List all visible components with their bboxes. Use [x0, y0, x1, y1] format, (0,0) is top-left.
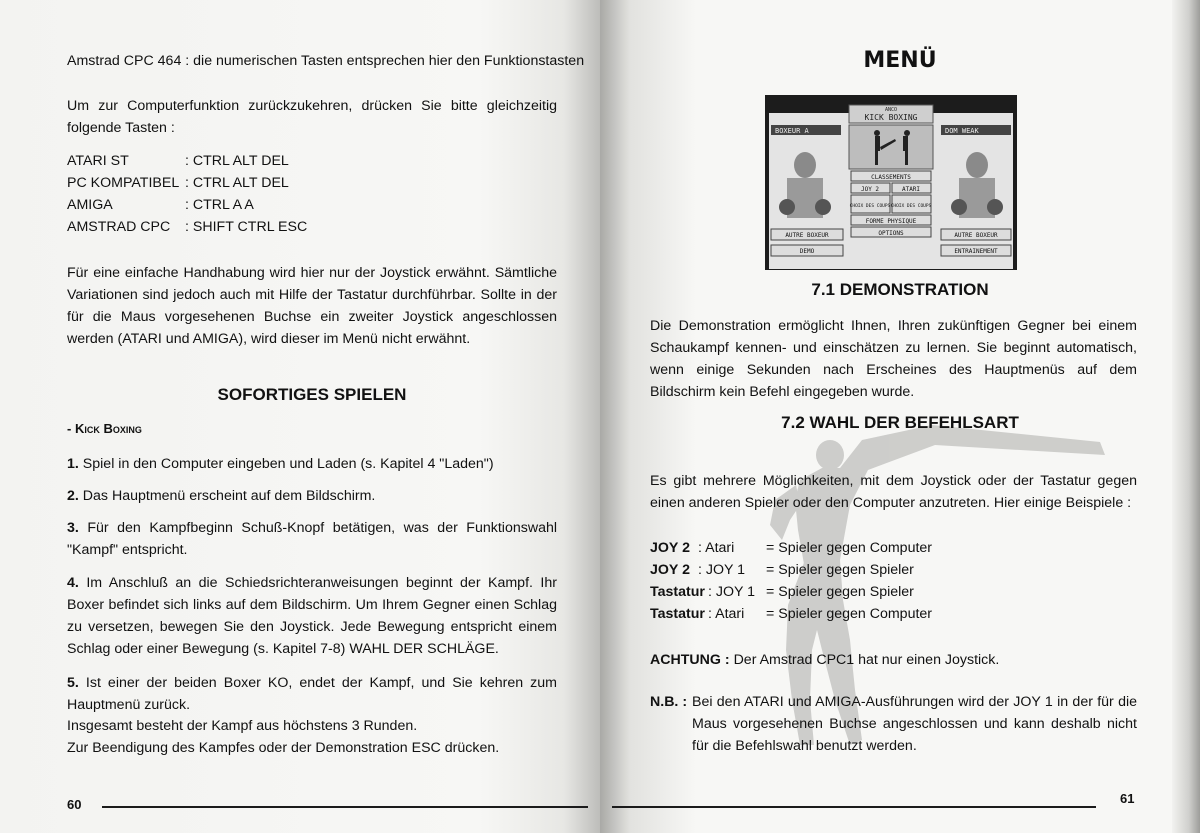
system-name: AMIGA	[67, 197, 113, 213]
step: 2. Das Hauptmenü erscheint auf dem Bildschirm.	[67, 488, 376, 504]
screen-logo-top: ANCO	[884, 107, 898, 113]
step: 3. Für den Kampfbeginn Schuß-Knopf betätigen, was der Funktionswahl "Kampf" entspricht.	[67, 520, 557, 558]
key-combo: : SHIFT CTRL ESC	[185, 219, 308, 235]
key-combo: : CTRL A A	[185, 197, 254, 213]
footer-rule	[612, 806, 1096, 808]
screen-choix-2: CHOIX DES COUPS	[890, 204, 932, 209]
system-name: PC KOMPATIBEL	[67, 175, 180, 191]
return-paragraph: Um zur Computerfunktion zurückzukehren, drücken Sie bitte gleichzeitig folgende Tasten :	[67, 98, 557, 136]
heading-7-2: 7.2 WAHL DER BEFEHLSART	[781, 413, 1019, 432]
nb-label: N.B. :	[650, 694, 688, 710]
screen-left-name: BOXEUR A	[775, 127, 809, 135]
nb-text: Bei den ATARI und AMIGA-Ausführungen wird der JOY 1 in der für die Maus vorgesehenen Buchse angeschlossen und kann deshalb nicht für die Befehlswahl benutzt werden.	[692, 694, 1137, 754]
system-name: AMSTRAD CPC	[67, 219, 171, 235]
demonstration-paragraph: Die Demonstration ermöglicht Ihnen, Ihren zukünftigen Gegner bei einem Schaukampf kennen- und einschätzen zu lernen. Sie beginnt automatisch, wenn einige Sekunden nach Erscheines des Hauptmenüs auf dem Bildschirm kein Befehl eingegeben wurde.	[650, 318, 1137, 400]
step: 4. Im Anschluß an die Schiedsrichteranweisungen beginnt der Kampf. Ihr Boxer befindet sich links auf dem Bildschirm. Um Ihrem Gegner einen Schlag zu versetzen, bewegen Sie den Joystick. Jede Bewegung entspricht einem Schlag oder einer Bewegung (s. Kapitel 7-8) WAHL DER SCHLÄGE.	[67, 575, 557, 657]
screen-entrainement: ENTRAINEMENT	[954, 248, 998, 255]
screen-autre-left: AUTRE BOXEUR	[785, 232, 829, 239]
screen-options: OPTIONS	[878, 230, 904, 237]
key-combo: : CTRL ALT DEL	[185, 153, 289, 169]
amstrad-note: Amstrad CPC 464 : die numerischen Tasten entsprechen hier den Funktionstasten	[67, 53, 585, 69]
screen-atari: ATARI	[901, 186, 921, 193]
screen-forme: FORME PHYSIQUE	[865, 218, 917, 225]
rounds-note: Insgesamt besteht der Kampf aus höchstens 3 Runden.	[67, 718, 418, 734]
section-heading: SOFORTIGES SPIELEN	[217, 385, 407, 404]
screen-joy2: JOY 2	[860, 186, 880, 193]
menu-title: MENÜ	[863, 48, 937, 73]
achtung-note: ACHTUNG : Der Amstrad CPC1 hat nur einen Joystick.	[650, 652, 1000, 668]
screen-demo: DEMO	[799, 248, 815, 255]
heading-7-1: 7.1 DEMONSTRATION	[811, 280, 989, 299]
screen-choix-1: CHOIX DES COUPS	[849, 204, 891, 209]
page-number: 61	[1120, 791, 1135, 806]
page-number: 60	[67, 797, 82, 812]
subheading: - Kick Boxing	[67, 421, 142, 436]
joystick-paragraph: Für eine einfache Handhabung wird hier nur der Joystick erwähnt. Sämtliche Variationen sind jedoch auch mit Hilfe der Tastatur durchführbar. Sollte in der für die Maus vorgesehenen Buchse ein zweiter Joystick angeschlossen werden (ATARI und AMIGA), wird dieser im Menü nicht erwähnt.	[67, 265, 557, 347]
footer-rule	[102, 806, 588, 808]
screen-classements: CLASSEMENTS	[871, 174, 911, 181]
game-screenshot	[765, 95, 1017, 270]
screen-right-name: DOM WEAK	[945, 127, 979, 135]
system-name: ATARI ST	[67, 153, 129, 169]
step: 5. Ist einer der beiden Boxer KO, endet der Kampf, und Sie kehren zum Hauptmenü zurück.	[67, 675, 557, 713]
screen-logo: KICK BOXING	[864, 113, 918, 122]
step: 1. Spiel in den Computer eingeben und Laden (s. Kapitel 4 "Laden")	[67, 456, 494, 472]
command-paragraph: Es gibt mehrere Möglichkeiten, mit dem Joystick oder der Tastatur gegen einen anderen Spieler oder den Computer anzutreten. Hier einige Beispiele :	[650, 473, 1137, 511]
screen-autre-right: AUTRE BOXEUR	[954, 232, 998, 239]
page-right: MENÜ ANCO KICK BOXING BOXEUR A DOM WEAK CLASSEMENTS JOY 2 ATARI CHOIX DES COUPS CHOIX DES COUPS FORME PHYSIQUE OPTIONS AUTRE BOXEUR AUTRE BOXEUR DEMO ENTRAINEMENT 7.1 DEMONSTRATION Die Demonstration ermöglicht Ihnen, Ihren zukünftigen Gegner bei einem Schaukampf kennen- und einschätzen zu lernen. Sie beginnt automatisch, wenn einige Sekunden nach Erscheines des Hauptmenüs auf dem Bildschirm kein Befehl eingegeben wurde. 7.2 WAHL DER BEFEHLSART Es gibt mehrere Möglichkeiten, mit dem Joystick oder der Tastatur gegen einen anderen Spieler oder den Computer anzutreten. Hier einige Beispiele : JOY 2 : Atari = Spieler gegen Computer JOY 2 : JOY 1 = Spieler gegen Spieler Tastatur : JOY 1 = Spieler gegen Spieler Tastatur : Atari = Spieler gegen Computer ACHTUNG : Der Amstrad CPC1 hat nur einen Joystick. N.B. : Bei den ATARI und AMIGA-Ausführungen wird der JOY 1 in der für die Maus vorgesehenen Buchse angeschlossen und kann deshalb nicht für die Befehlswahl benutzt werden. 61	[600, 0, 1200, 833]
esc-note: Zur Beendigung des Kampfes oder der Demonstration ESC drücken.	[67, 740, 500, 756]
key-combo: : CTRL ALT DEL	[185, 175, 289, 191]
